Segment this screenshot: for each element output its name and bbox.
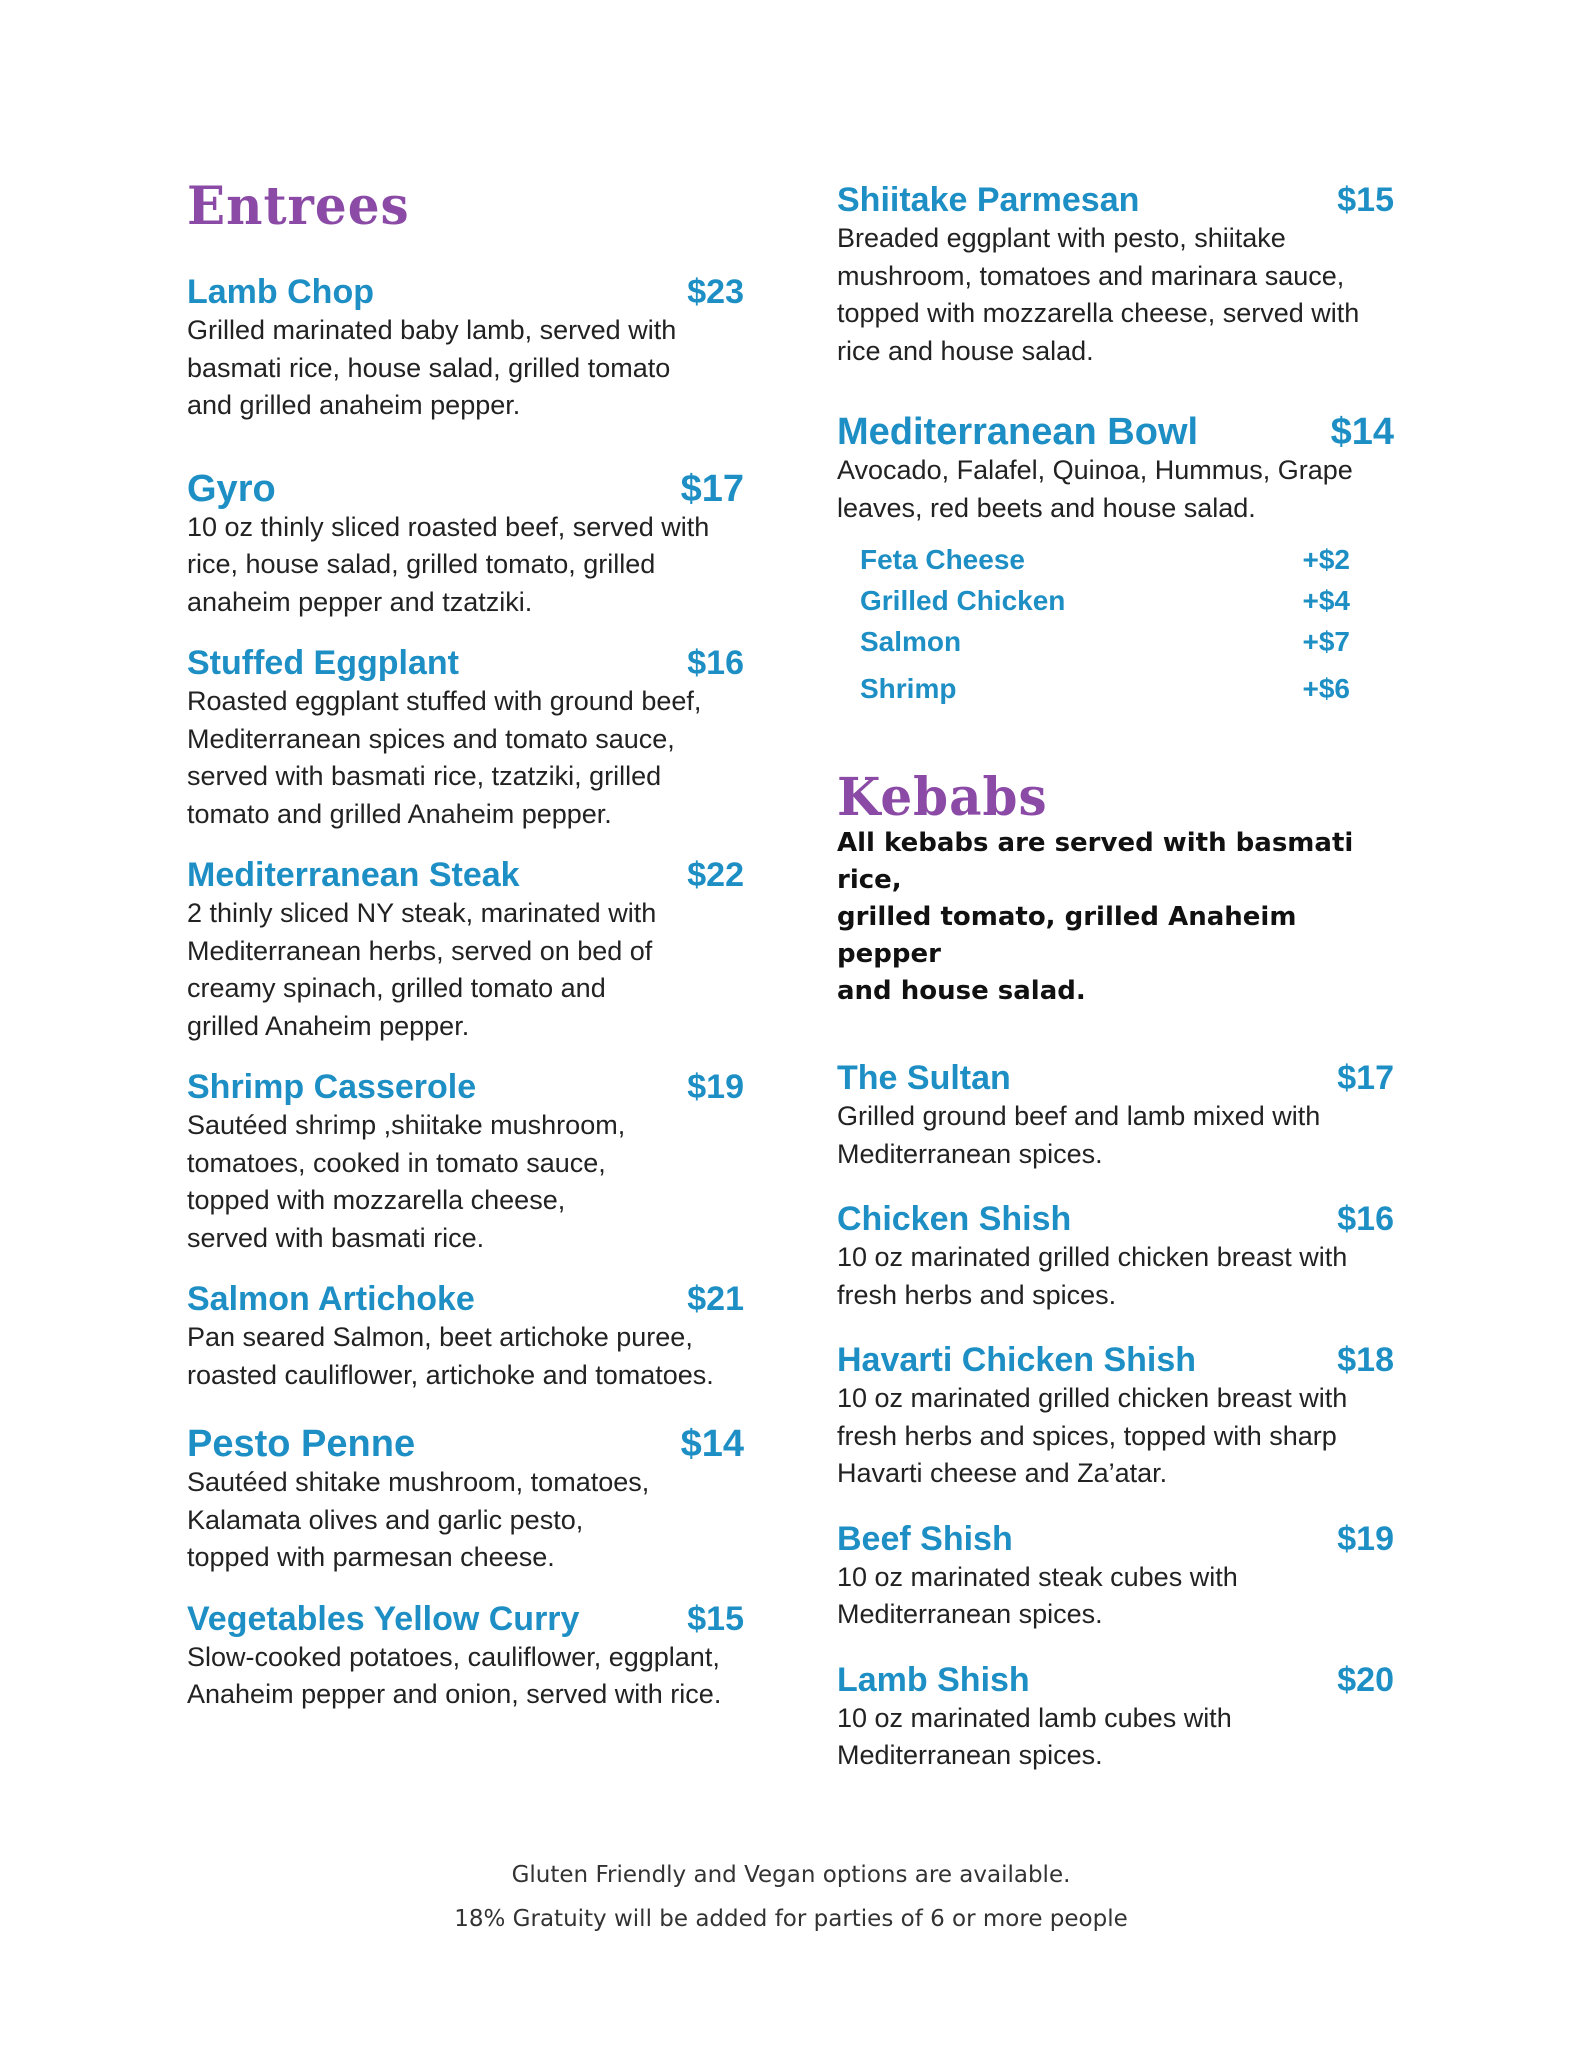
entrees-column <box>187 174 744 1714</box>
menu-item-gyro <box>187 469 744 622</box>
bowl-addons <box>860 539 1350 709</box>
kebabs-title: Kebabs <box>837 765 1048 828</box>
item-name: Shrimp Casserole <box>187 1068 477 1106</box>
item-price: $22 <box>687 856 744 894</box>
menu-item-salmon-artichoke <box>187 1279 744 1394</box>
item-description: 10 oz marinated steak cubes with Mediterranean spices. <box>837 1561 1238 1629</box>
item-price: $16 <box>1337 1200 1394 1238</box>
menu-item-mediterranean-bowl <box>837 412 1394 527</box>
item-name: Gyro <box>187 467 276 510</box>
item-description: Breaded eggplant with pesto, shiitake mushroom, tomatoes and marinara sauce, topped with mozzarella cheese, served with rice and house salad. <box>837 223 1360 366</box>
item-description: 10 oz marinated grilled chicken breast with fresh herbs and spices. <box>837 1242 1348 1310</box>
kebabs-note: All kebabs are served with basmati rice, grilled tomato, grilled Anaheim pepper and house salad. <box>837 828 1354 1006</box>
footer-dietary-note: Gluten Friendly and Vegan options are available. <box>511 1862 1071 1888</box>
item-price: $17 <box>1337 1059 1394 1097</box>
item-description: Pan seared Salmon, beet artichoke puree, roasted cauliflower, artichoke and tomatoes. <box>187 1322 714 1390</box>
addon-salmon <box>860 621 1350 662</box>
menu-item-chicken-shish <box>837 1199 1394 1314</box>
addon-name: Feta Cheese <box>860 544 1025 575</box>
item-name: Lamb Shish <box>837 1660 1030 1699</box>
addon-feta-cheese <box>860 539 1350 580</box>
addon-name: Shrimp <box>860 673 957 704</box>
item-price: $14 <box>680 1423 744 1465</box>
item-description: Sautéed shitake mushroom, tomatoes, Kalamata olives and garlic pesto, topped with parmesan cheese. <box>187 1467 650 1572</box>
item-name: Beef Shish <box>837 1519 1013 1558</box>
item-description: Avocado, Falafel, Quinoa, Hummus, Grape leaves, red beets and house salad. <box>837 455 1353 523</box>
addon-name: Grilled Chicken <box>860 585 1066 616</box>
addon-grilled-chicken <box>860 580 1350 621</box>
item-price: $15 <box>687 1599 744 1638</box>
item-price: $20 <box>1337 1660 1394 1699</box>
menu-item-shiitake-parmesan <box>837 180 1394 370</box>
menu-item-lamb-chop <box>187 272 744 425</box>
entrees-title: Entrees <box>187 174 410 237</box>
addon-price: +$2 <box>1302 544 1350 575</box>
item-description: Grilled ground beef and lamb mixed with Mediterranean spices. <box>837 1101 1321 1169</box>
item-name: Mediterranean Steak <box>187 856 520 894</box>
item-description: 10 oz marinated grilled chicken breast with fresh herbs and spices, topped with sharp Havarti cheese and Za’atar. <box>837 1383 1348 1488</box>
item-description: 2 thinly sliced NY steak, marinated with Mediterranean herbs, served on bed of creamy spinach, grilled tomato and grilled Anaheim pepper. <box>187 898 657 1041</box>
item-name: Shiitake Parmesan <box>837 181 1140 219</box>
item-name: Vegetables Yellow Curry <box>187 1599 580 1638</box>
item-price: $19 <box>687 1068 744 1106</box>
item-name: Havarti Chicken Shish <box>837 1341 1197 1379</box>
addon-price: +$4 <box>1302 585 1350 616</box>
menu-item-havarti-chicken-shish <box>837 1340 1394 1493</box>
item-name: Chicken Shish <box>837 1200 1072 1238</box>
item-price: $21 <box>687 1280 744 1318</box>
item-price: $23 <box>687 273 744 311</box>
menu-item-the-sultan <box>837 1058 1394 1173</box>
menu-item-vegetables-yellow-curry <box>187 1599 744 1714</box>
item-price: $16 <box>687 644 744 682</box>
item-description: 10 oz marinated lamb cubes with Mediterranean spices. <box>837 1702 1232 1770</box>
item-description: Slow-cooked potatoes, cauliflower, eggplant, Anaheim pepper and onion, served with rice. <box>187 1641 722 1709</box>
addon-price: +$6 <box>1302 673 1350 704</box>
item-description: Grilled marinated baby lamb, served with basmati rice, house salad, grilled tomato and grilled anaheim pepper. <box>187 315 677 420</box>
addon-name: Salmon <box>860 626 962 657</box>
addon-price: +$7 <box>1302 626 1350 657</box>
item-name: Stuffed Eggplant <box>187 644 459 682</box>
menu-item-mediterranean-steak <box>187 855 744 1045</box>
menu-item-shrimp-casserole <box>187 1067 744 1257</box>
item-name: The Sultan <box>837 1059 1011 1097</box>
menu-item-stuffed-eggplant <box>187 643 744 833</box>
item-name: Lamb Chop <box>187 273 374 311</box>
item-price: $14 <box>1330 411 1394 453</box>
item-description: Sautéed shrimp ,shiitake mushroom, tomatoes, cooked in tomato sauce, topped with mozzarella cheese, served with basmati rice. <box>187 1110 626 1253</box>
item-name: Pesto Penne <box>187 1423 416 1465</box>
item-description: Roasted eggplant stuffed with ground beef, Mediterranean spices and tomato sauce, served with basmati rice, tzatziki, grilled tomato and grilled Anaheim pepper. <box>187 686 702 829</box>
item-price: $18 <box>1337 1341 1394 1379</box>
addon-shrimp <box>860 668 1350 709</box>
right-column <box>837 180 1394 1775</box>
item-name: Mediterranean Bowl <box>837 411 1199 453</box>
item-price: $15 <box>1337 181 1394 219</box>
footer-gratuity-note: 18% Gratuity will be added for parties of 6 or more people <box>454 1906 1128 1932</box>
item-description: 10 oz thinly sliced roasted beef, served with rice, house salad, grilled tomato, grilled anaheim pepper and tzatziki. <box>187 511 710 617</box>
menu-item-pesto-penne <box>187 1424 744 1577</box>
menu-item-lamb-shish <box>837 1660 1394 1775</box>
item-price: $19 <box>1337 1519 1394 1558</box>
item-name: Salmon Artichoke <box>187 1280 475 1318</box>
menu-item-beef-shish <box>837 1519 1394 1634</box>
item-price: $17 <box>680 467 744 510</box>
